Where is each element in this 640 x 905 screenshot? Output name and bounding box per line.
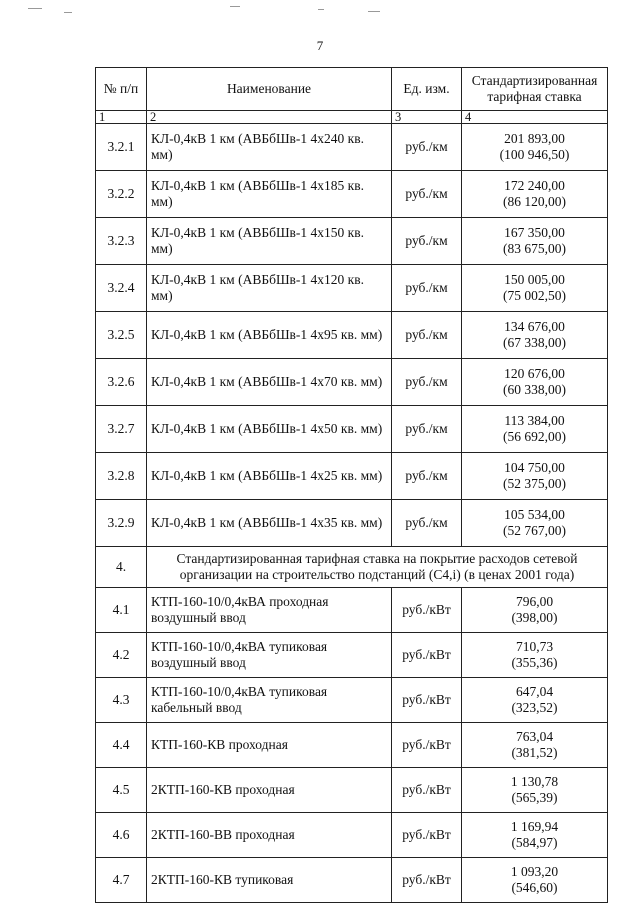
- row-name: КТП-160-10/0,4кВА проходная воздушный ввод: [147, 588, 392, 633]
- row-number: 3.2.4: [96, 265, 147, 312]
- scan-speck: [368, 11, 380, 12]
- row-name: КТП-160-10/0,4кВА тупиковая воздушный ввод: [147, 633, 392, 678]
- rate-value: 710,73: [515, 639, 554, 654]
- row-unit: руб./кВт: [392, 723, 462, 768]
- page-number: 7: [316, 38, 324, 53]
- table-row: [96, 500, 608, 547]
- rate-value-base: (355,36): [511, 655, 558, 670]
- rate-value: 105 534,00: [504, 507, 565, 522]
- row-unit: руб./кВт: [392, 858, 462, 903]
- rate-value: 167 350,00: [504, 225, 565, 240]
- row-number: 3.2.9: [96, 500, 147, 547]
- row-name: КЛ-0,4кВ 1 км (АВБбШв-1 4х70 кв. мм): [147, 359, 392, 406]
- row-name: КЛ-0,4кВ 1 км (АВБбШв-1 4х150 кв. мм): [147, 218, 392, 265]
- row-number: 4.5: [96, 768, 147, 813]
- rate-value: 104 750,00: [504, 460, 565, 475]
- row-rate: [462, 124, 608, 171]
- row-rate: [462, 858, 608, 903]
- row-unit: руб./км: [392, 453, 462, 500]
- row-number: 4.6: [96, 813, 147, 858]
- row-number: 3.2.6: [96, 359, 147, 406]
- row-rate: [462, 813, 608, 858]
- index-cell: 3: [392, 111, 462, 124]
- table-row: [96, 588, 608, 633]
- table-row: [96, 723, 608, 768]
- rate-value: 1 130,78: [510, 774, 559, 789]
- row-rate: [462, 359, 608, 406]
- row-name: 2КТП-160-КВ тупиковая: [147, 858, 392, 903]
- tariff-table: [95, 67, 608, 903]
- row-unit: руб./кВт: [392, 813, 462, 858]
- row-name: КЛ-0,4кВ 1 км (АВБбШв-1 4х35 кв. мм): [147, 500, 392, 547]
- index-cell: 4: [462, 111, 608, 124]
- row-unit: руб./кВт: [392, 678, 462, 723]
- row-number: 4.4: [96, 723, 147, 768]
- row-unit: руб./км: [392, 171, 462, 218]
- index-cell: 1: [96, 111, 147, 124]
- table-row: [96, 678, 608, 723]
- row-name: КЛ-0,4кВ 1 км (АВБбШв-1 4х240 кв. мм): [147, 124, 392, 171]
- table-row: [96, 312, 608, 359]
- row-name: КЛ-0,4кВ 1 км (АВБбШв-1 4х95 кв. мм): [147, 312, 392, 359]
- rate-value: 172 240,00: [504, 178, 565, 193]
- rate-value-base: (52 767,00): [503, 523, 566, 538]
- rate-value-base: (565,39): [511, 790, 558, 805]
- rate-value-base: (56 692,00): [503, 429, 566, 444]
- table-row: [96, 406, 608, 453]
- row-rate: [462, 768, 608, 813]
- rate-value: 1 169,94: [510, 819, 559, 834]
- row-rate: [462, 171, 608, 218]
- rate-value-base: (398,00): [511, 610, 558, 625]
- rate-value: 763,04: [515, 729, 554, 744]
- scan-speck: [318, 9, 324, 10]
- header-no: № п/п: [96, 68, 147, 111]
- rate-value: 796,00: [515, 594, 554, 609]
- row-number: 3.2.2: [96, 171, 147, 218]
- table-row: [96, 858, 608, 903]
- table-row: [96, 218, 608, 265]
- section-number: 4.: [96, 547, 147, 588]
- table-row: [96, 265, 608, 312]
- rate-value: 113 384,00: [504, 413, 565, 428]
- rate-value-base: (86 120,00): [503, 194, 566, 209]
- row-name: КЛ-0,4кВ 1 км (АВБбШв-1 4х120 кв. мм): [147, 265, 392, 312]
- row-name: 2КТП-160-ВВ проходная: [147, 813, 392, 858]
- row-rate: [462, 723, 608, 768]
- rate-value: 134 676,00: [504, 319, 565, 334]
- table-row: [96, 633, 608, 678]
- row-unit: руб./км: [392, 500, 462, 547]
- row-rate: [462, 406, 608, 453]
- rate-value-base: (323,52): [511, 700, 558, 715]
- row-unit: руб./кВт: [392, 588, 462, 633]
- row-number: 3.2.3: [96, 218, 147, 265]
- row-number: 4.2: [96, 633, 147, 678]
- row-name: КЛ-0,4кВ 1 км (АВБбШв-1 4х50 кв. мм): [147, 406, 392, 453]
- row-unit: руб./кВт: [392, 768, 462, 813]
- row-rate: [462, 312, 608, 359]
- row-number: 3.2.1: [96, 124, 147, 171]
- row-number: 3.2.7: [96, 406, 147, 453]
- table-header-row: [96, 68, 608, 111]
- rate-value-base: (584,97): [511, 835, 558, 850]
- header-unit: Ед. изм.: [392, 68, 462, 111]
- rate-value-base: (60 338,00): [503, 382, 566, 397]
- row-rate: [462, 453, 608, 500]
- rate-value: 1 093,20: [510, 864, 559, 879]
- row-name: КТП-160-КВ проходная: [147, 723, 392, 768]
- table-row: [96, 171, 608, 218]
- rate-value-base: (75 002,50): [503, 288, 566, 303]
- header-name: Наименование: [147, 68, 392, 111]
- row-rate: [462, 633, 608, 678]
- row-unit: руб./км: [392, 265, 462, 312]
- table-row: [96, 453, 608, 500]
- rate-value-base: (546,60): [511, 880, 558, 895]
- rate-value: 647,04: [515, 684, 554, 699]
- row-name: КТП-160-10/0,4кВА тупиковая кабельный ввод: [147, 678, 392, 723]
- row-number: 4.7: [96, 858, 147, 903]
- row-number: 4.1: [96, 588, 147, 633]
- row-rate: [462, 678, 608, 723]
- table-row: [96, 359, 608, 406]
- row-name: КЛ-0,4кВ 1 км (АВБбШв-1 4х185 кв. мм): [147, 171, 392, 218]
- row-number: 3.2.8: [96, 453, 147, 500]
- table-index-row: [96, 111, 608, 124]
- index-cell: 2: [147, 111, 392, 124]
- scan-speck: [230, 6, 240, 7]
- section-row: [96, 547, 608, 588]
- rate-value-base: (52 375,00): [503, 476, 566, 491]
- table-row: [96, 124, 608, 171]
- row-unit: руб./кВт: [392, 633, 462, 678]
- row-number: 4.3: [96, 678, 147, 723]
- row-rate: [462, 265, 608, 312]
- rate-value: 120 676,00: [504, 366, 565, 381]
- section-title: Стандартизированная тарифная ставка на покрытие расходов сетевой организации на строительство подстанций (С4,i) (в ценах 2001 года): [147, 547, 608, 588]
- row-unit: руб./км: [392, 406, 462, 453]
- row-rate: [462, 218, 608, 265]
- rate-value: 150 005,00: [504, 272, 565, 287]
- scan-speck: [64, 12, 72, 13]
- rate-value-base: (83 675,00): [503, 241, 566, 256]
- row-number: 3.2.5: [96, 312, 147, 359]
- row-unit: руб./км: [392, 218, 462, 265]
- table-row: [96, 768, 608, 813]
- rate-value-base: (67 338,00): [503, 335, 566, 350]
- rate-value: 201 893,00: [504, 131, 565, 146]
- rate-value-base: (381,52): [511, 745, 558, 760]
- table-row: [96, 813, 608, 858]
- row-name: 2КТП-160-КВ проходная: [147, 768, 392, 813]
- scan-speck: [28, 8, 42, 9]
- row-rate: [462, 500, 608, 547]
- row-unit: руб./км: [392, 124, 462, 171]
- row-unit: руб./км: [392, 312, 462, 359]
- row-unit: руб./км: [392, 359, 462, 406]
- rate-value-base: (100 946,50): [499, 147, 570, 162]
- row-name: КЛ-0,4кВ 1 км (АВБбШв-1 4х25 кв. мм): [147, 453, 392, 500]
- header-rate: Стандартизированная тарифная ставка: [462, 68, 608, 111]
- row-rate: [462, 588, 608, 633]
